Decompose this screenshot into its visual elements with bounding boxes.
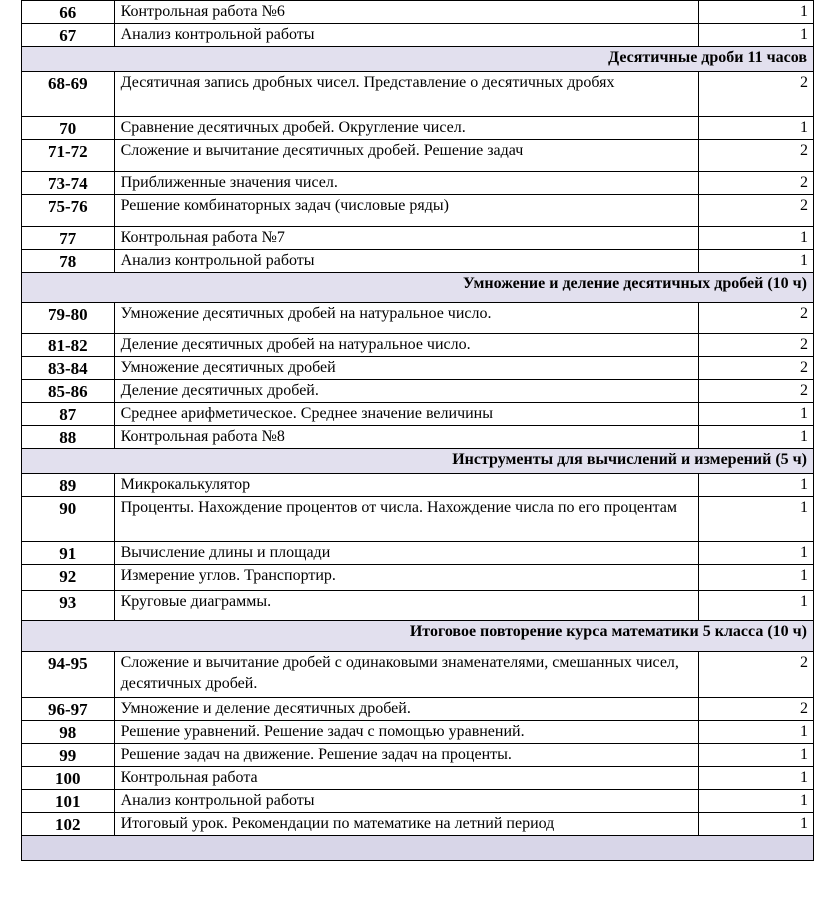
- lesson-number: 70: [22, 117, 115, 140]
- lesson-row: [22, 24, 814, 47]
- empty-footer-row: [22, 836, 814, 861]
- section-title: Десятичные дроби 11 часов: [22, 47, 814, 72]
- lesson-hours: 2: [699, 380, 814, 403]
- lesson-topic: Итоговый урок. Рекомендации по математике на летний период: [114, 813, 699, 836]
- empty-cell: [22, 836, 814, 861]
- lesson-number: 87: [22, 403, 115, 426]
- lesson-hours: 2: [699, 172, 814, 195]
- section-title: Итоговое повторение курса математики 5 класса (10 ч): [22, 621, 814, 652]
- lesson-row: [22, 72, 814, 117]
- lesson-hours: 1: [699, 24, 814, 47]
- lesson-row: [22, 250, 814, 273]
- lesson-row: [22, 698, 814, 721]
- lesson-row: [22, 227, 814, 250]
- lesson-number: 79-80: [22, 303, 115, 334]
- lesson-number: 68-69: [22, 72, 115, 117]
- lesson-hours: 1: [699, 721, 814, 744]
- lesson-row: [22, 744, 814, 767]
- lesson-hours: 2: [699, 303, 814, 334]
- lesson-row: [22, 334, 814, 357]
- lesson-topic: Контрольная работа: [114, 767, 699, 790]
- lesson-number: 75-76: [22, 195, 115, 227]
- lesson-topic: Анализ контрольной работы: [114, 24, 699, 47]
- lesson-hours: 1: [699, 117, 814, 140]
- lesson-number: 66: [22, 1, 115, 24]
- lesson-number: 88: [22, 426, 115, 449]
- lesson-row: [22, 140, 814, 172]
- lesson-topic: Деление десятичных дробей на натуральное число.: [114, 334, 699, 357]
- lesson-number: 93: [22, 591, 115, 621]
- lesson-row: [22, 1, 814, 24]
- lesson-number: 90: [22, 497, 115, 542]
- lesson-topic: Контрольная работа №7: [114, 227, 699, 250]
- lesson-topic: Сравнение десятичных дробей. Округление чисел.: [114, 117, 699, 140]
- section-header-row: [22, 621, 814, 652]
- lesson-hours: 1: [699, 403, 814, 426]
- lesson-number: 67: [22, 24, 115, 47]
- section-header-row: [22, 47, 814, 72]
- lesson-row: [22, 303, 814, 334]
- lesson-row: [22, 403, 814, 426]
- lesson-topic: Умножение десятичных дробей на натуральное число.: [114, 303, 699, 334]
- lesson-topic: Круговые диаграммы.: [114, 591, 699, 621]
- lesson-number: 73-74: [22, 172, 115, 195]
- lesson-row: [22, 591, 814, 621]
- lesson-row: [22, 652, 814, 698]
- lesson-row: [22, 790, 814, 813]
- lesson-number: 92: [22, 565, 115, 591]
- lesson-number: 98: [22, 721, 115, 744]
- lesson-row: [22, 497, 814, 542]
- lesson-number: 101: [22, 790, 115, 813]
- lesson-topic: Умножение и деление десятичных дробей.: [114, 698, 699, 721]
- lesson-topic: Приближенные значения чисел.: [114, 172, 699, 195]
- lesson-hours: 2: [699, 652, 814, 698]
- lesson-hours: 1: [699, 813, 814, 836]
- lesson-number: 81-82: [22, 334, 115, 357]
- lesson-number: 100: [22, 767, 115, 790]
- lesson-hours: 2: [699, 140, 814, 172]
- lesson-number: 91: [22, 542, 115, 565]
- lesson-topic: Десятичная запись дробных чисел. Представление о десятичных дробях: [114, 72, 699, 117]
- lesson-number: 85-86: [22, 380, 115, 403]
- lesson-hours: 1: [699, 767, 814, 790]
- lesson-row: [22, 195, 814, 227]
- lesson-topic: Сложение и вычитание десятичных дробей. Решение задач: [114, 140, 699, 172]
- lesson-hours: 2: [699, 357, 814, 380]
- lesson-topic: Вычисление длины и площади: [114, 542, 699, 565]
- lesson-hours: 1: [699, 497, 814, 542]
- section-title: Умножение и деление десятичных дробей (10 ч): [22, 273, 814, 303]
- lesson-number: 99: [22, 744, 115, 767]
- lesson-topic: Микрокалькулятор: [114, 474, 699, 497]
- lesson-row: [22, 474, 814, 497]
- lesson-plan-table: [21, 0, 814, 861]
- lesson-number: 71-72: [22, 140, 115, 172]
- lesson-row: [22, 426, 814, 449]
- lesson-number: 102: [22, 813, 115, 836]
- lesson-row: [22, 117, 814, 140]
- lesson-hours: 1: [699, 250, 814, 273]
- lesson-topic: Анализ контрольной работы: [114, 790, 699, 813]
- lesson-hours: 2: [699, 698, 814, 721]
- lesson-hours: 1: [699, 542, 814, 565]
- lesson-number: 94-95: [22, 652, 115, 698]
- lesson-hours: 1: [699, 426, 814, 449]
- section-header-row: [22, 273, 814, 303]
- section-header-row: [22, 449, 814, 474]
- lesson-number: 83-84: [22, 357, 115, 380]
- lesson-hours: 2: [699, 72, 814, 117]
- lesson-row: [22, 542, 814, 565]
- lesson-number: 96-97: [22, 698, 115, 721]
- lesson-number: 89: [22, 474, 115, 497]
- lesson-hours: 1: [699, 227, 814, 250]
- lesson-topic: Измерение углов. Транспортир.: [114, 565, 699, 591]
- lesson-row: [22, 172, 814, 195]
- lesson-number: 77: [22, 227, 115, 250]
- lesson-hours: 1: [699, 565, 814, 591]
- lesson-hours: 1: [699, 790, 814, 813]
- lesson-row: [22, 767, 814, 790]
- section-title: Инструменты для вычислений и измерений (5 ч): [22, 449, 814, 474]
- lesson-row: [22, 565, 814, 591]
- lesson-row: [22, 380, 814, 403]
- lesson-topic: Контрольная работа №6: [114, 1, 699, 24]
- lesson-topic: Проценты. Нахождение процентов от числа. Нахождение числа по его процентам: [114, 497, 699, 542]
- lesson-topic: Деление десятичных дробей.: [114, 380, 699, 403]
- lesson-hours: 1: [699, 591, 814, 621]
- lesson-topic: Контрольная работа №8: [114, 426, 699, 449]
- lesson-plan-page: [21, 0, 814, 861]
- lesson-topic: Среднее арифметическое. Среднее значение величины: [114, 403, 699, 426]
- lesson-hours: 2: [699, 334, 814, 357]
- lesson-number: 78: [22, 250, 115, 273]
- lesson-topic: Анализ контрольной работы: [114, 250, 699, 273]
- lesson-hours: 1: [699, 744, 814, 767]
- lesson-topic: Сложение и вычитание дробей с одинаковыми знаменателями, смешанных чисел, десятичных дробей.: [114, 652, 699, 698]
- lesson-hours: 1: [699, 474, 814, 497]
- lesson-row: [22, 357, 814, 380]
- lesson-hours: 1: [699, 1, 814, 24]
- lesson-hours: 2: [699, 195, 814, 227]
- lesson-topic: Умножение десятичных дробей: [114, 357, 699, 380]
- lesson-row: [22, 813, 814, 836]
- lesson-plan-table-body: [22, 1, 814, 861]
- lesson-row: [22, 721, 814, 744]
- lesson-topic: Решение задач на движение. Решение задач на проценты.: [114, 744, 699, 767]
- lesson-topic: Решение уравнений. Решение задач с помощью уравнений.: [114, 721, 699, 744]
- lesson-topic: Решение комбинаторных задач (числовые ряды): [114, 195, 699, 227]
